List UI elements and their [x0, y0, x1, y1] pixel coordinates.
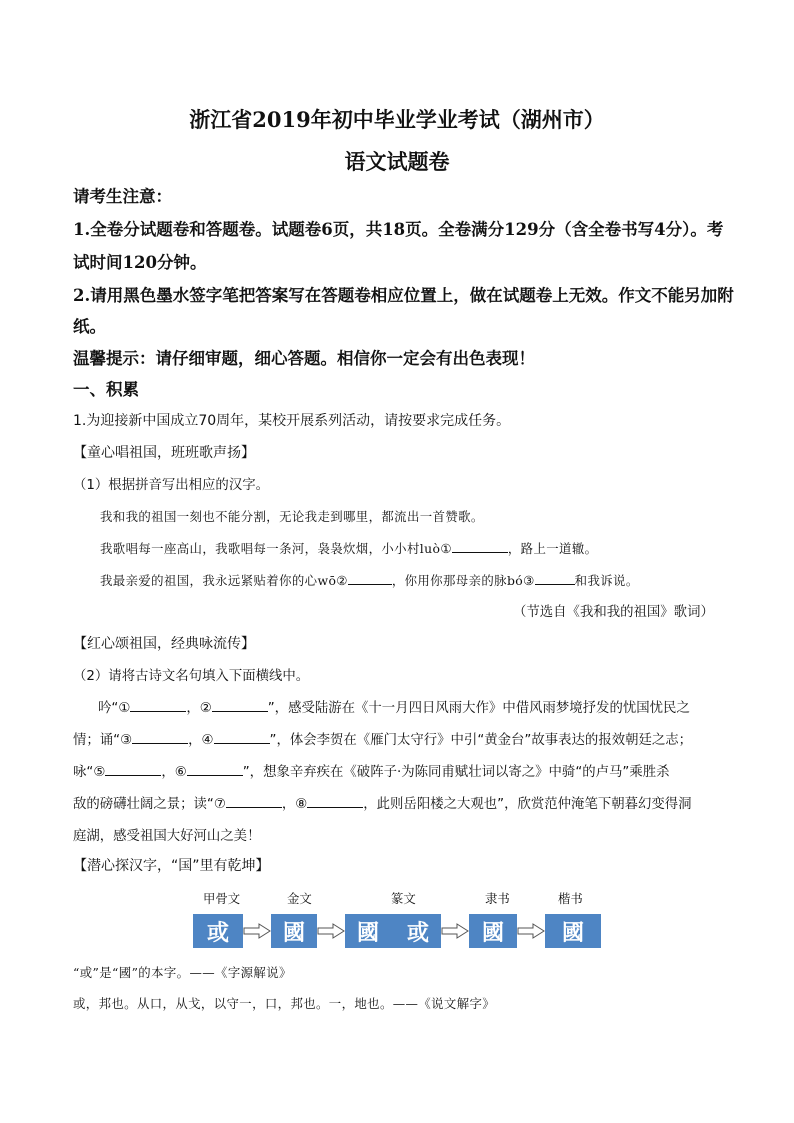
notice-heading: 请考生注意：: [73, 187, 172, 206]
script-label-bronze: 金文: [287, 891, 312, 906]
poem-blank-4[interactable]: [214, 729, 270, 744]
poem-blank-2[interactable]: [212, 697, 268, 712]
oracle-glyph: 或: [206, 919, 229, 946]
notice-item2-line1: 2.请用黑色墨水签字笔把答案写在答题卷相应位置上，做在试题卷上无效。作文不能另加附: [73, 286, 734, 305]
answer-blank-1[interactable]: [452, 538, 508, 553]
seal-glyph-2: 或: [406, 919, 429, 946]
notice-item1-line1: 1.全卷分试题卷和答题卷。试题卷6页，共18页。全卷满分129分（含全卷书写4分）。考: [73, 220, 724, 239]
lyric-line-3-text-a: 我最亲爱的祖国，我永远紧贴着你的心wō②: [100, 573, 348, 588]
arrow-icon: [441, 923, 469, 939]
lyric-line-2: [100, 538, 597, 557]
notice-item1-line2: 试时间120分钟。: [73, 253, 207, 272]
poem-line-4: [73, 793, 692, 812]
poem-line-4-a: 敌的磅礴壮阔之景；读“⑦: [73, 797, 226, 812]
script-label-oracle: 甲骨文: [203, 891, 241, 906]
seal-glyph-1: 國: [356, 919, 379, 946]
poem-line-2-c: ”，体会李贺在《雁门太守行》中引“黄金台”故事表达的报效朝廷之志；: [269, 733, 693, 748]
poem-line-4-c: ，此则岳阳楼之大观也”，欣赏范仲淹笔下朝暮幻变得洞: [363, 797, 692, 812]
poem-line-1-a: 吟“①: [98, 701, 131, 716]
question-1-1: （1）根据拼音写出相应的汉字。: [73, 478, 269, 493]
lyric-line-3-text-b: ，你用你那母亲的脉bó③: [391, 573, 535, 588]
poem-line-2-b: ，④: [188, 733, 214, 748]
poem-line-2-a: 情；诵“③: [73, 733, 133, 748]
answer-blank-3[interactable]: [535, 570, 575, 585]
poem-line-5: 庭湖，感受祖国大好河山之美！: [73, 829, 261, 844]
lyric-source: （节选自《我和我的祖国》歌词）: [513, 605, 714, 620]
regular-glyph: 國: [561, 919, 584, 946]
poem-line-2: [73, 729, 692, 748]
poem-blank-3[interactable]: [132, 729, 188, 744]
arrow-icon: [317, 923, 345, 939]
lyric-line-3: [100, 570, 639, 589]
part1-label: 【童心唱祖国，班班歌声扬】: [73, 445, 255, 461]
bronze-glyph: 國: [282, 919, 305, 946]
poem-blank-5[interactable]: [105, 761, 161, 776]
poem-line-3-b: ，⑥: [161, 765, 187, 780]
exam-subtitle: 语文试题卷: [344, 149, 450, 174]
poem-line-3-c: ”，想象辛弃疾在《破阵子·为陈同甫赋壮词以寄之》中骑“的卢马”乘胜杀: [242, 765, 670, 780]
notice-item2-line2: 纸。: [73, 317, 106, 336]
lyric-line-2-text-b: ，路上一道辙。: [507, 541, 598, 556]
poem-line-1-b: ，②: [186, 701, 212, 716]
poem-line-1-c: ”，感受陆游在《十一月四日风雨大作》中借风雨梦境抒发的忧国忧民之: [267, 701, 690, 716]
poem-blank-1[interactable]: [130, 697, 186, 712]
quote-shuo-wen: 或，邦也。从口，从戈，以守一，口，邦也。一，地也。——《说文解字》: [73, 996, 496, 1011]
script-label-seal: 篆文: [391, 891, 416, 906]
poem-blank-6[interactable]: [187, 761, 243, 776]
poem-line-1: [98, 697, 690, 716]
poem-line-4-b: ，⑧: [281, 797, 308, 812]
poem-blank-8[interactable]: [307, 793, 363, 808]
section-heading: 一、积累: [73, 380, 139, 399]
arrow-icon: [243, 923, 271, 939]
lyric-line-1: 我和我的祖国一刻也不能分割，无论我走到哪里，都流出一首赞歌。: [100, 509, 484, 524]
question-1-intro: 1.为迎接新中国成立70周年，某校开展系列活动，请按要求完成任务。: [73, 413, 511, 429]
poem-blank-7[interactable]: [226, 793, 282, 808]
notice-tip: 温馨提示：请仔细审题，细心答题。相信你一定会有出色表现！: [73, 349, 535, 368]
part3-label: 【潜心探汉字，“国”里有乾坤】: [73, 858, 270, 874]
answer-blank-2[interactable]: [348, 570, 392, 585]
quote-zi-yuan: “或”是“國”的本字。——《字源解说》: [73, 965, 292, 980]
lyric-line-3-text-c: 和我诉说。: [574, 573, 639, 588]
lyric-line-2-text-a: 我歌唱每一座高山，我歌唱每一条河，袅袅炊烟，小小村luò①: [100, 541, 452, 556]
script-label-clerical: 隶书: [485, 891, 510, 906]
part2-label: 【红心颂祖国，经典咏流传】: [73, 636, 255, 652]
exam-title: 浙江省2019年初中毕业学业考试（湖州市）: [189, 107, 605, 132]
arrow-icon: [517, 923, 545, 939]
script-label-regular: 楷书: [558, 891, 583, 906]
question-1-2: （2）请将古诗文名句填入下面横线中。: [73, 669, 310, 684]
clerical-glyph: 國: [481, 919, 504, 946]
poem-line-3: [73, 761, 670, 780]
poem-line-3-a: 咏“⑤: [73, 765, 106, 780]
